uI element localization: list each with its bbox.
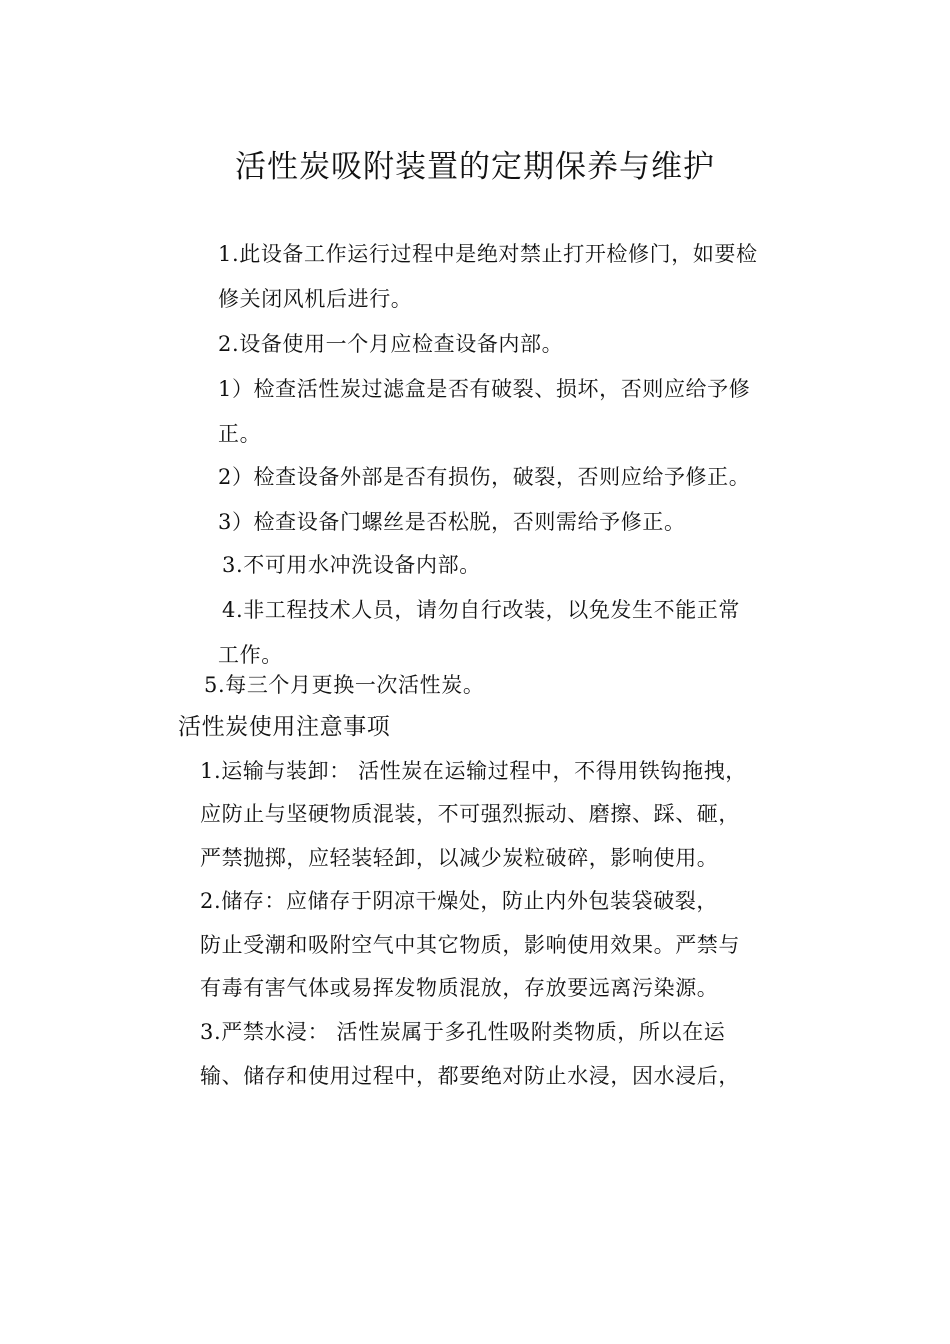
maintenance-line: 1）检查活性炭过滤盒是否有破裂、损坏，否则应给予修: [218, 377, 751, 401]
maintenance-line: 5.每三个月更换一次活性炭。: [204, 673, 485, 697]
usage-line: 防止受潮和吸附空气中其它物质，影响使用效果。严禁与: [200, 933, 740, 957]
maintenance-line: 3.不可用水冲洗设备内部。: [222, 553, 481, 577]
maintenance-line: 2）检查设备外部是否有损伤，破裂，否则应给予修正。: [218, 465, 751, 489]
usage-line: 严禁抛掷，应轻装轻卸，以减少炭粒破碎，影响使用。: [200, 846, 719, 870]
usage-line: 1.运输与装卸： 活性炭在运输过程中，不得用铁钩拖拽，: [200, 759, 747, 783]
maintenance-line: 4.非工程技术人员，请勿自行改装，以免发生不能正常: [222, 598, 741, 622]
usage-line: 有毒有害气体或易挥发物质混放，存放要远离污染源。: [200, 976, 719, 1000]
maintenance-line: 1.此设备工作运行过程中是绝对禁止打开检修门，如要检: [218, 242, 758, 266]
maintenance-line: 修关闭风机后进行。: [218, 287, 413, 311]
maintenance-line: 2.设备使用一个月应检查设备内部。: [218, 332, 564, 356]
maintenance-line: 3）检查设备门螺丝是否松脱，否则需给予修正。: [218, 510, 686, 534]
usage-line: 2.储存：应储存于阴凉干燥处，防止内外包装袋破裂，: [200, 889, 719, 913]
section-heading: 活性炭使用注意事项: [178, 714, 391, 740]
document-title: 活性炭吸附装置的定期保养与维护: [235, 149, 715, 185]
maintenance-line: 工作。: [218, 643, 283, 667]
usage-line: 3.严禁水浸： 活性炭属于多孔性吸附类物质，所以在运: [200, 1020, 726, 1044]
usage-line: 输、储存和使用过程中，都要绝对防止水浸，因水浸后，: [200, 1064, 740, 1088]
usage-line: 应防止与坚硬物质混装，不可强烈振动、磨擦、踩、砸，: [200, 802, 740, 826]
maintenance-line: 正。: [218, 422, 262, 446]
